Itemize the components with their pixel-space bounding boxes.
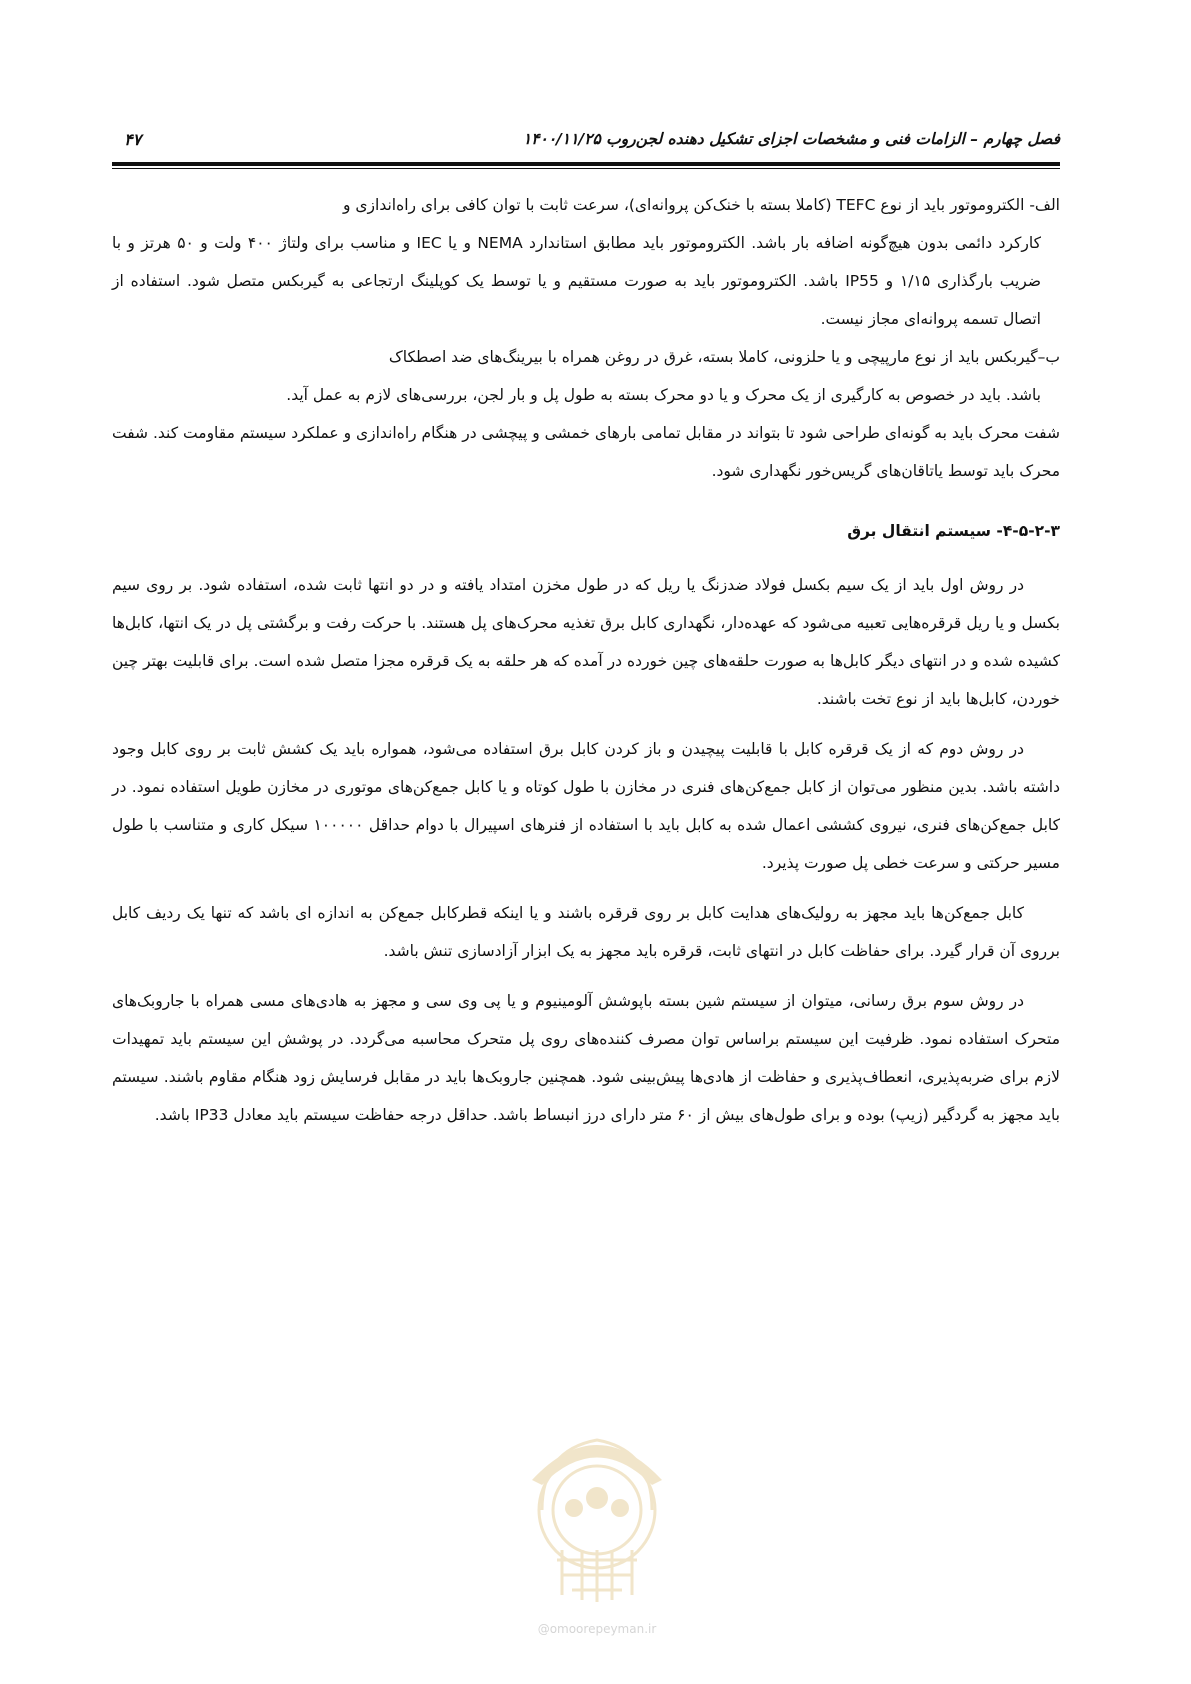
body-paragraph: در روش دوم که از یک قرقره کابل با قابلیت پیچیدن و باز کردن کابل برق استفاده می‌شود، همواره باید یک کشش ثابت بر روی کابل وجود داشته باشد. بدین منظور می‌توان از کابل جمع‌کن‌های فنری در مخازن با طول کوتاه و یا کابل جمع‌کن‌های موتوری در مخازن طویل استفاده نمود. در کابل جمع‌کن‌های فنری، نیروی کششی اعمال شده به کابل باید با استفاده از فنرهای اسپیرال با دوام حداقل ۱۰۰۰۰۰ سیکل کاری و متناسب با طول مسیر حرکتی و سرعت خطی پل صورت پذیرد. xyxy=(112,740,1060,872)
list-item-first-line: ب–گیربکس باید از نوع مارپیچی و یا حلزونی، کاملا بسته، غرق در روغن همراه با بیرینگ‌های ضد اصطکاک xyxy=(388,348,1060,366)
section-heading: ۴-۵-۲-۳- سیستم انتقال برق xyxy=(847,522,1060,540)
page-header xyxy=(112,126,1060,162)
body-paragraph: کابل جمع‌کن‌ها باید مجهز به رولیک‌های هدایت کابل بر روی قرقره باشند و یا اینکه قطرکابل جمع‌کن به اندازه ای باشد که تنها یک ردیف کابل برروی آن قرار گیرد. برای حفاظت کابل در انتهای ثابت، قرقره باید مجهز به یک ابزار آزادسازی تنش باشد. xyxy=(112,904,1060,960)
header-rule-thick xyxy=(112,162,1060,166)
watermark-text: @omoorepeyman.ir xyxy=(537,1622,657,1636)
list-item-continuation: باشد. باید در خصوص به کارگیری از یک محرک و یا دو محرک بسته به طول پل و بار لجن، بررسی‌های لازم به عمل آید. xyxy=(286,386,1041,404)
page-number: ۴۷ xyxy=(124,130,142,149)
body-paragraph: در روش اول باید از یک سیم بکسل فولاد ضدزنگ یا ریل که در طول مخزن امتداد یافته و در دو انتها ثابت شده، استفاده شود. بر روی سیم بکسل و یا ریل قرقره‌هایی تعبیه می‌شود که عهده‌دار، نگهداری کابل برق تغذیه محرک‌های پل هستند. با حرکت رفت و برگشتی پل در یک انتها، کابل‌ها کشیده شده و در انتهای دیگر کابل‌ها به صورت حلقه‌های چین خورده در آمده که هر حلقه به یک قرقره مجزا متصل شده است. برای قابلیت بهتر چین خوردن، کابل‌ها باید از نوع تخت باشند. xyxy=(112,576,1060,708)
list-item-continuation: کارکرد دائمی بدون هیچ‌گونه اضافه بار باشد. الکتروموتور باید مطابق استاندارد NEMA و یا IEC و مناسب برای ولتاژ ۴۰۰ ولت و ۵۰ هرتز و با ضریب بارگذاری ۱/۱۵ و IP55 باشد. الکتروموتور باید به صورت مستقیم و یا توسط یک کوپلینگ ارتجاعی به گیربکس متصل شود. استفاده از اتصال تسمه پروانه‌ای مجاز نیست. xyxy=(112,234,1042,328)
list-item-first-line: الف- الکتروموتور باید از نوع TEFC (کاملا بسته با خنک‌کن پروانه‌ای)، سرعت ثابت با توان کافی برای راه‌اندازی و xyxy=(342,196,1060,214)
emblem-logo-icon xyxy=(502,1410,692,1620)
header-rule-thin xyxy=(112,168,1060,169)
list-item-motor xyxy=(112,186,1060,338)
watermark xyxy=(502,1410,692,1640)
chapter-title: فصل چهارم – الزامات فنی و مشخصات اجزای تشکیل دهنده لجن‌روب ۱۴۰۰/۱۱/۲۵ xyxy=(522,130,1060,148)
shaft-paragraph: شفت محرک باید به گونه‌ای طراحی شود تا بتواند در مقابل تمامی بارهای خمشی و پیچشی در هنگام راه‌اندازی و عملکرد سیستم مقاومت کند. شفت محرک باید توسط یاتاقان‌های گریس‌خور نگهداری شود. xyxy=(112,424,1060,480)
document-body xyxy=(112,186,1060,1146)
list-item-gearbox xyxy=(112,338,1060,414)
body-paragraph: در روش سوم برق رسانی، میتوان از سیستم شین بسته باپوشش آلومینیوم و یا پی وی سی و مجهز به هادی‌های مسی همراه با جاروبک‌های متحرک استفاده نمود. ظرفیت این سیستم براساس توان مصرف کننده‌های روی پل متحرک محاسبه می‌گردد. در پوشش این سیستم باید تمهیدات لازم برای ضربه‌پذیری، انعطاف‌پذیری و حفاظت از هادی‌ها پیش‌بینی شود. همچنین جاروبک‌ها باید در مقابل فرسایش زود هنگام مقاوم باشند. سیستم باید مجهز به گردگیر (زیپ) بوده و برای طول‌های بیش از ۶۰ متر دارای درز انبساط باشد. حداقل درجه حفاظت سیستم باید معادل IP33 باشد. xyxy=(112,992,1060,1124)
